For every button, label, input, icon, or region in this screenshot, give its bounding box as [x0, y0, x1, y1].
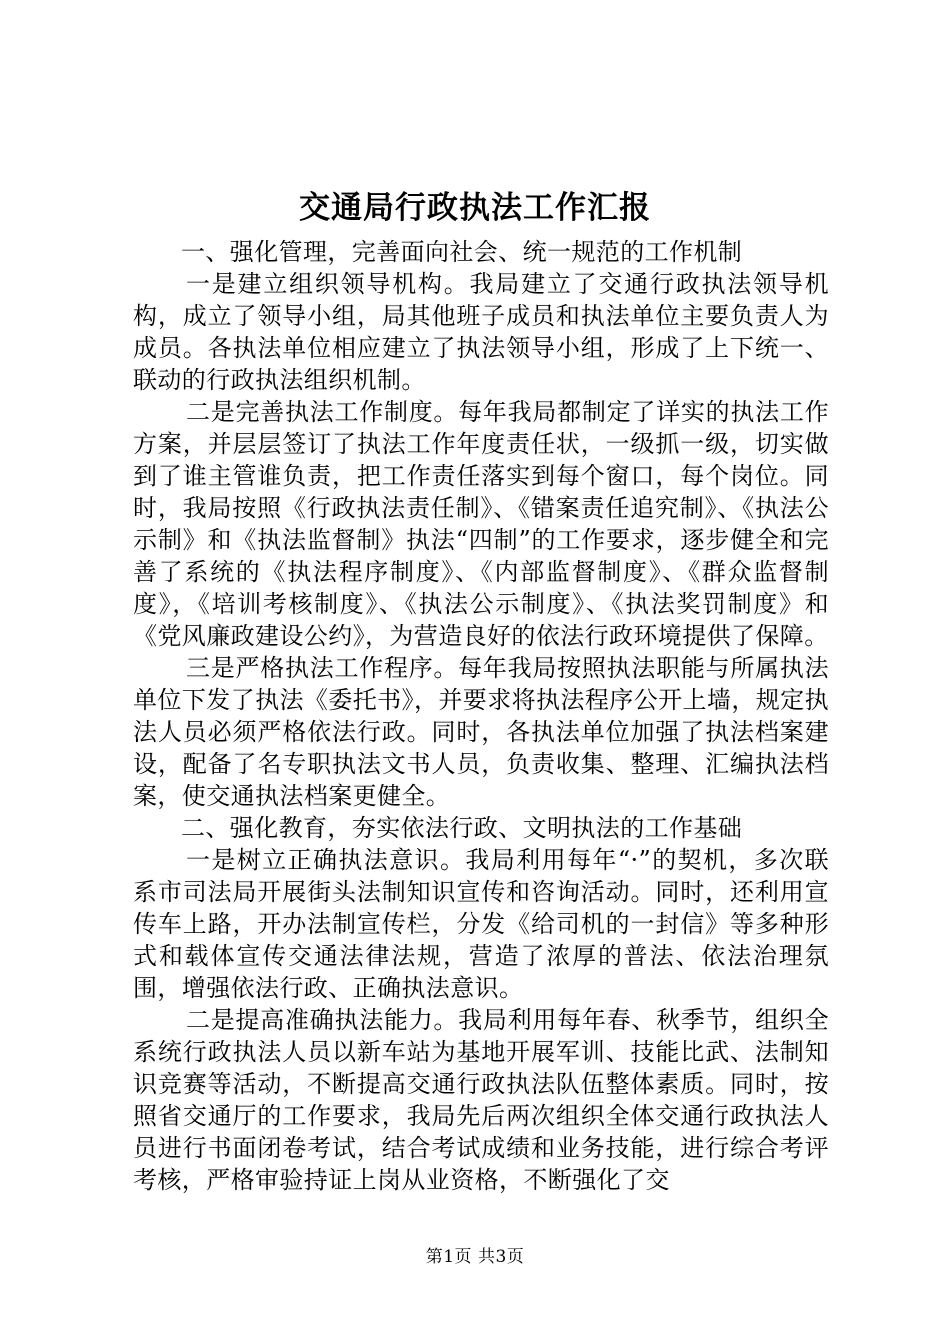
section-heading-2: 二、强化教育，夯实依法行政、文明执法的工作基础 — [181, 814, 743, 842]
paragraph-2-2: 二是提高准确执法能力。我局利用每年春、秋季节，组织全系统行政执法人员以新车站为基地开展军训、技能比武、法制知识竞赛等活动，不断提高交通行政执法队伍整体素质。同时，按照省交通厅的工作要求，我局先后两次组织全体交通行政执法人员进行书面闭卷考试，结合考试成绩和业务技能，进行综合考评考核，严格审验持证上岗从业资格，不断强化了交 — [133, 1006, 829, 1194]
document-title: 交通局行政执法工作汇报 — [299, 190, 651, 226]
paragraph-2-1: 一是树立正确执法意识。我局利用每年“·”的契机，多次联系市司法局开展街头法制知识宣传和咨询活动。同时，还利用宣传车上路，开办法制宣传栏，分发《给司机的一封信》等多种形式和载体宣传交通法律法规，营造了浓厚的普法、依法治理氛围，增强依法行政、正确执法意识。 — [133, 846, 829, 1002]
paragraph-1-2: 二是完善执法工作制度。每年我局都制定了详实的执法工作方案，并层层签订了执法工作年度责任状，一级抓一级，切实做到了谁主管谁负责，把工作责任落实到每个窗口，每个岗位。同时，我局按照《行政执法责任制》、《错案责任追究制》、《执法公示制》和《执法监督制》执法“四制”的工作要求，逐步健全和完善了系统的《执法程序制度》、《内部监督制度》、《群众监督制度》，《培训考核制度》、《执法公示制度》、《执法奖罚制度》和《党风廉政建设公约》，为营造良好的依法行政环境提供了保障。 — [133, 398, 829, 650]
page-number-footer: 第1页 共3页 — [425, 1247, 525, 1267]
section-heading-1: 一、强化管理，完善面向社会、统一规范的工作机制 — [181, 238, 743, 266]
paragraph-1-1: 一是建立组织领导机构。我局建立了交通行政执法领导机构，成立了领导小组，局其他班子成员和执法单位主要负责人为成员。各执法单位相应建立了执法领导小组，形成了上下统一、联动的行政执法组织机制。 — [133, 270, 829, 394]
document-body — [133, 236, 829, 1196]
paragraph-1-3: 三是严格执法工作程序。每年我局按照执法职能与所属执法单位下发了执法《委托书》，并要求将执法程序公开上墙，规定执法人员必须严格依法行政。同时，各执法单位加强了执法档案建设，配备了名专职执法文书人员，负责收集、整理、汇编执法档案，使交通执法档案更健全。 — [133, 654, 829, 810]
